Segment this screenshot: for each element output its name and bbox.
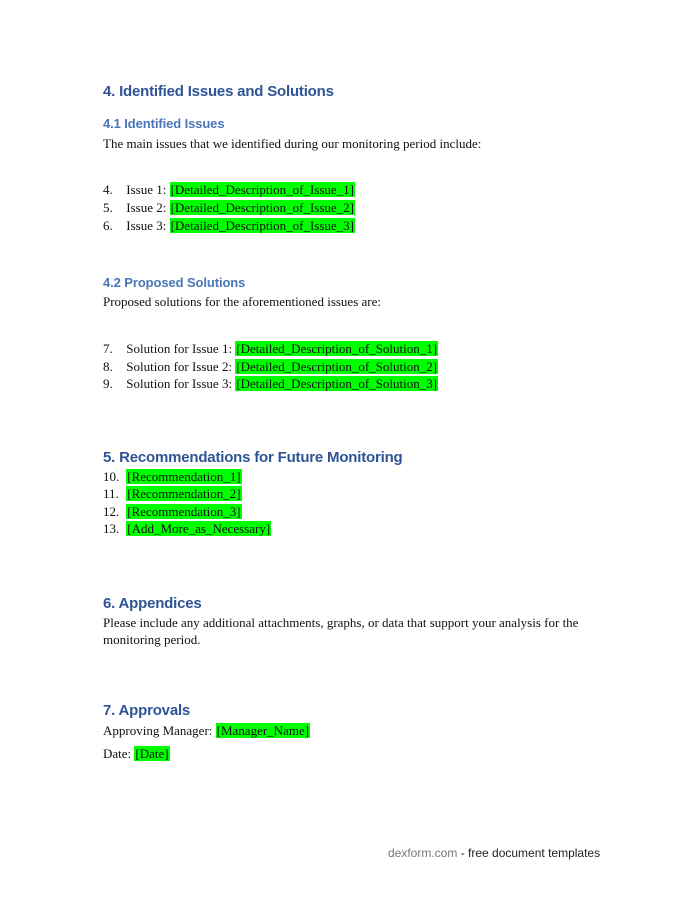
solution-item-1 — [103, 340, 438, 357]
manager-label: Approving Manager: — [103, 723, 213, 738]
recommendation-placeholder[interactable]: [Recommendation_3] — [127, 504, 241, 519]
section-5-heading: 5. Recommendations for Future Monitoring — [103, 449, 403, 466]
list-number: 5. — [103, 200, 113, 215]
footer-tagline: - free document templates — [457, 846, 601, 860]
recommendation-item-1 — [103, 468, 242, 485]
manager-name-placeholder[interactable]: [Manager_Name] — [216, 723, 310, 738]
recommendation-item-3 — [103, 503, 242, 520]
issue-item-1 — [103, 181, 355, 198]
issue-placeholder[interactable]: [Detailed_Description_of_Issue_2] — [170, 200, 354, 215]
solution-placeholder[interactable]: [Detailed_Description_of_Solution_3] — [236, 376, 438, 391]
list-number: 6. — [103, 218, 113, 233]
list-number: 9. — [103, 376, 113, 391]
issue-label: Issue 1: — [126, 182, 167, 197]
date-placeholder[interactable]: [Date] — [135, 746, 169, 761]
footer — [388, 846, 600, 860]
section-4-1-heading: 4.1 Identified Issues — [103, 116, 225, 131]
recommendation-item-2 — [103, 485, 242, 502]
list-number: 12. — [103, 504, 120, 519]
solution-label: Solution for Issue 1: — [126, 341, 233, 356]
section-6-heading: 6. Appendices — [103, 595, 202, 612]
issue-placeholder[interactable]: [Detailed_Description_of_Issue_3] — [170, 218, 354, 233]
list-number: 8. — [103, 359, 113, 374]
appendices-text-line-1: Please include any additional attachments, graphs, or data that support your analysis for the — [103, 615, 579, 630]
issue-label: Issue 3: — [126, 218, 167, 233]
recommendation-item-4 — [103, 520, 271, 537]
list-number: 11. — [103, 486, 119, 501]
list-number: 13. — [103, 521, 120, 536]
issue-placeholder[interactable]: [Detailed_Description_of_Issue_1] — [170, 182, 354, 197]
appendices-text-line-2: monitoring period. — [103, 632, 201, 647]
approving-manager-line — [103, 722, 310, 739]
list-number: 10. — [103, 469, 120, 484]
solution-label: Solution for Issue 2: — [126, 359, 233, 374]
issue-item-2 — [103, 199, 355, 216]
footer-brand-link[interactable]: dexform.com — [388, 846, 458, 860]
section-4-2-heading: 4.2 Proposed Solutions — [103, 275, 246, 290]
issue-label: Issue 2: — [126, 200, 167, 215]
recommendation-placeholder[interactable]: [Recommendation_2] — [127, 486, 241, 501]
list-number: 7. — [103, 341, 113, 356]
solution-placeholder[interactable]: [Detailed_Description_of_Solution_1] — [236, 341, 438, 356]
solution-item-3 — [103, 375, 438, 392]
list-number: 4. — [103, 182, 113, 197]
section-4-heading: 4. Identified Issues and Solutions — [103, 83, 334, 100]
issues-intro: The main issues that we identified during our monitoring period include: — [103, 136, 482, 151]
recommendation-placeholder[interactable]: [Recommendation_1] — [127, 469, 241, 484]
solutions-intro: Proposed solutions for the aforementioned issues are: — [103, 294, 381, 309]
recommendation-placeholder[interactable]: [Add_More_as_Necessary] — [127, 521, 271, 536]
solution-label: Solution for Issue 3: — [126, 376, 233, 391]
issue-item-3 — [103, 217, 355, 234]
section-7-heading: 7. Approvals — [103, 702, 191, 719]
date-line — [103, 745, 170, 762]
solution-item-2 — [103, 358, 438, 375]
date-label: Date: — [103, 746, 132, 761]
solution-placeholder[interactable]: [Detailed_Description_of_Solution_2] — [236, 359, 438, 374]
